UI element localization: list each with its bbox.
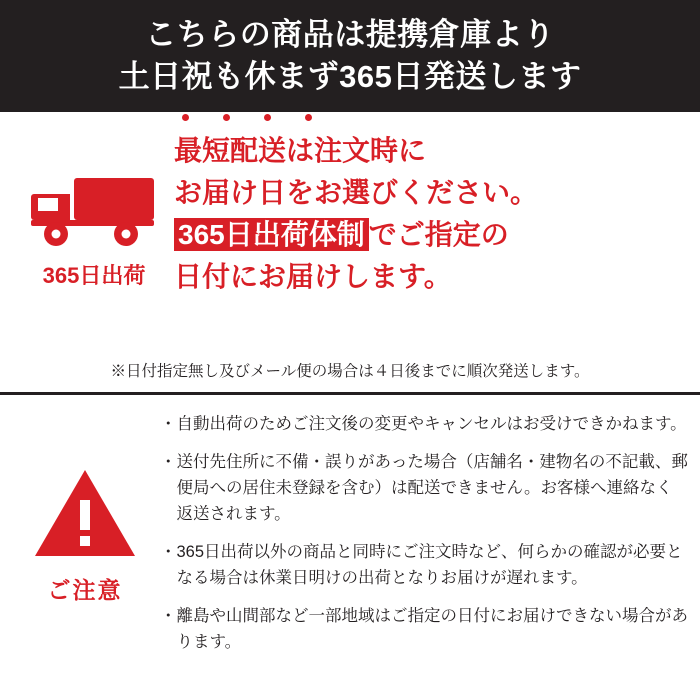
shipping-message-line-4: 日付にお届けします。 bbox=[174, 261, 452, 292]
shipping-highlight: 365日出荷体制 bbox=[174, 218, 369, 251]
list-item bbox=[160, 603, 688, 655]
list-item-text: 自動出荷のためご注文後の変更やキャンセルはお受けできかねます。 bbox=[176, 415, 687, 433]
caution-list bbox=[160, 409, 688, 690]
bullet-mark: ・ bbox=[160, 543, 177, 562]
emphasis-dots-icon bbox=[182, 114, 312, 121]
shipping-section bbox=[0, 112, 700, 395]
shipping-message-line-3 bbox=[174, 214, 686, 256]
truck-block bbox=[14, 126, 174, 290]
bullet-mark: ・ bbox=[160, 415, 177, 433]
caution-label: ご注意 bbox=[47, 577, 123, 603]
shipping-note: ※日付指定無し及びメール便の場合は４日後までに順次発送します。 bbox=[110, 362, 590, 380]
shipping-message-block bbox=[174, 126, 686, 298]
list-item bbox=[160, 411, 688, 437]
list-item bbox=[160, 539, 688, 591]
warning-triangle-icon bbox=[32, 467, 138, 564]
header-line-2: 土日祝も休まず365日発送します bbox=[118, 59, 582, 94]
header-line-1: こちらの商品は提携倉庫より bbox=[145, 17, 555, 53]
shipping-message-line-3-rest: でご指定の bbox=[368, 219, 509, 250]
shipping-section-content bbox=[14, 126, 686, 362]
list-item-text: 365日出荷以外の商品と同時にご注文時など、何らかの確認が必要となる場合は休業日明けの出荷となりお届けが遅れます。 bbox=[176, 543, 683, 588]
list-item bbox=[160, 449, 688, 527]
list-item-text: 送付先住所に不備・誤りがあった場合（店舗名・建物名の不記載、郵便局への居住未登録を含む）は配送できません。お客様へ連絡なく返送されます。 bbox=[176, 453, 688, 524]
bullet-mark: ・ bbox=[160, 453, 177, 472]
bullet-mark: ・ bbox=[160, 607, 177, 626]
shipping-message-line-2: お届け日をお選びください。 bbox=[174, 177, 539, 208]
delivery-truck-icon bbox=[30, 170, 158, 253]
truck-caption: 365日出荷 bbox=[42, 263, 146, 288]
shipping-message-line-1 bbox=[174, 130, 686, 172]
caution-section bbox=[0, 395, 700, 700]
shipping-message-line-1-text: 最短配送は注文時に bbox=[174, 135, 427, 166]
banner-header bbox=[0, 0, 700, 112]
caution-icon-block bbox=[10, 409, 160, 690]
list-item-text: 離島や山間部など一部地域はご指定の日付にお届けできない場合があります。 bbox=[176, 607, 688, 652]
